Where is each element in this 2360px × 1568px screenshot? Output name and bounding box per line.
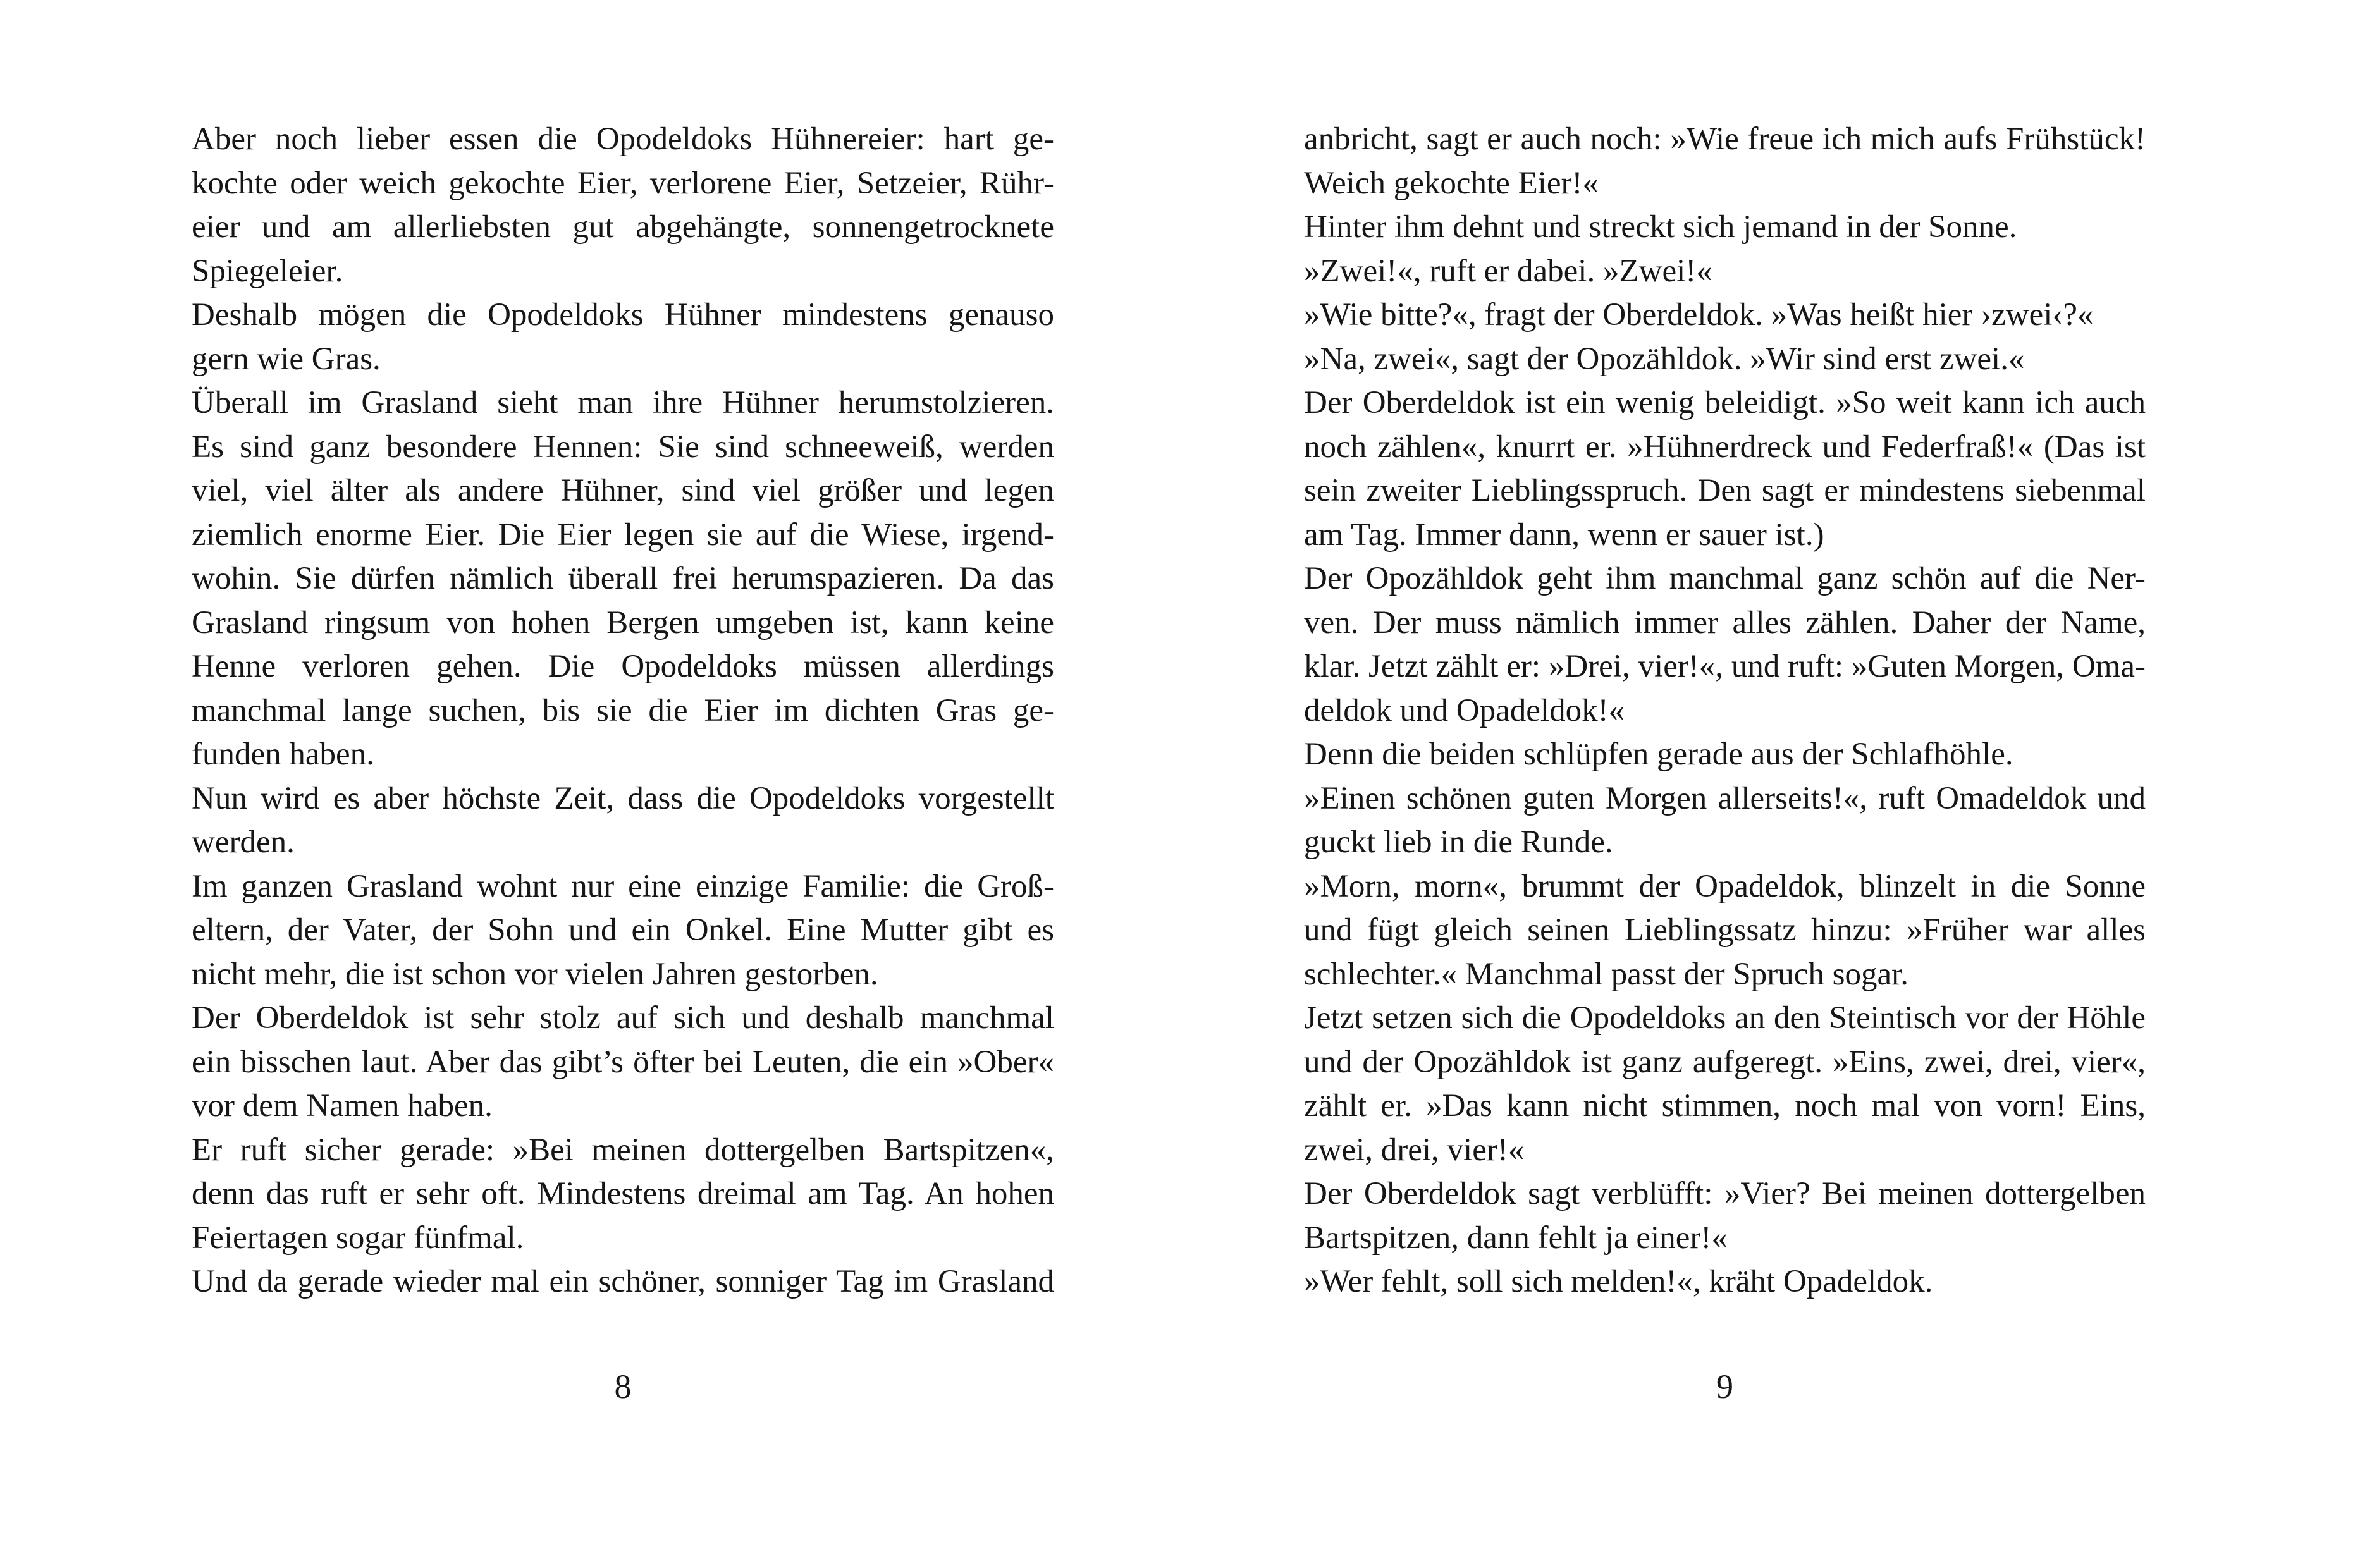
text-line: Feiertagen sogar fünfmal. xyxy=(192,1220,524,1256)
right-page-text-block xyxy=(1304,118,2146,1304)
text-line: kochte oder weich gekochte Eier, verlorene Eier, Setzeier, Rühr- xyxy=(192,165,1054,201)
text-line: sein zweiter Lieblingsspruch. Den sagt er mindestens siebenmal xyxy=(1304,473,2146,508)
text-line: »Na, zwei«, sagt der Opozähldok. »Wir sind erst zwei.« xyxy=(1304,341,2025,377)
text-line: eier und am allerliebsten gut abgehängte, sonnengetrocknete xyxy=(192,209,1054,245)
text-line: Jetzt setzen sich die Opodeldoks an den Steintisch vor der Höhle xyxy=(1304,1000,2146,1036)
page-number-left: 8 xyxy=(614,1368,632,1406)
text-line: und der Opozähldok ist ganz aufgeregt. »Eins, zwei, drei, vier«, xyxy=(1304,1044,2146,1080)
text-line: Nun wird es aber höchste Zeit, dass die Opodeldoks vorgestellt xyxy=(192,780,1054,816)
text-line: wohin. Sie dürfen nämlich überall frei herumspazieren. Da das xyxy=(192,561,1054,596)
text-line: zwei, drei, vier!« xyxy=(1304,1132,1525,1168)
text-line: Er ruft sicher gerade: »Bei meinen dottergelben Bartspitzen«, xyxy=(192,1132,1054,1168)
text-line: werden. xyxy=(192,824,295,860)
text-line: ven. Der muss nämlich immer alles zählen. Daher der Name, xyxy=(1304,604,2146,640)
text-line: Bartspitzen, dann fehlt ja einer!« xyxy=(1304,1220,1728,1256)
text-line: und fügt gleich seinen Lieblingssatz hinzu: »Früher war alles xyxy=(1304,912,2146,948)
text-line: Denn die beiden schlüpfen gerade aus der Schlafhöhle. xyxy=(1304,737,2013,772)
text-line: Henne verloren gehen. Die Opodeldoks müssen allerdings xyxy=(192,649,1054,684)
text-line: Im ganzen Grasland wohnt nur eine einzige Familie: die Groß- xyxy=(192,868,1054,904)
text-line: Der Oberdeldok sagt verblüfft: »Vier? Bei meinen dottergelben xyxy=(1304,1176,2146,1211)
text-line: noch zählen«, knurrt er. »Hühnerdreck und Federfraß!« (Das ist xyxy=(1304,429,2146,465)
text-line: Deshalb mögen die Opodeldoks Hühner mindestens genauso xyxy=(192,297,1054,333)
text-line: ziemlich enorme Eier. Die Eier legen sie auf die Wiese, irgend- xyxy=(192,517,1054,553)
text-line: Der Oberdeldok ist ein wenig beleidigt. »So weit kann ich auch xyxy=(1304,385,2146,420)
text-line: gern wie Gras. xyxy=(192,341,381,377)
text-line: zählt er. »Das kann nicht stimmen, noch mal von vorn! Eins, xyxy=(1304,1088,2146,1124)
text-line: Es sind ganz besondere Hennen: Sie sind schneeweiß, werden xyxy=(192,429,1054,465)
text-line: nicht mehr, die ist schon vor vielen Jahren gestorben. xyxy=(192,956,878,992)
text-line: guckt lieb in die Runde. xyxy=(1304,824,1613,860)
text-line: am Tag. Immer dann, wenn er sauer ist.) xyxy=(1304,517,1824,553)
text-line: manchmal lange suchen, bis sie die Eier im dichten Gras ge- xyxy=(192,692,1054,728)
text-line: deldok und Opadeldok!« xyxy=(1304,692,1625,728)
text-line: Der Opozähldok geht ihm manchmal ganz schön auf die Ner- xyxy=(1304,561,2146,596)
text-line: Hinter ihm dehnt und streckt sich jemand in der Sonne. xyxy=(1304,209,2017,245)
text-line: »Zwei!«, ruft er dabei. »Zwei!« xyxy=(1304,253,1712,289)
text-line: denn das ruft er sehr oft. Mindestens dreimal am Tag. An hohen xyxy=(192,1176,1054,1211)
text-line: schlechter.« Manchmal passt der Spruch sogar. xyxy=(1304,956,1909,992)
text-line: viel, viel älter als andere Hühner, sind viel größer und legen xyxy=(192,473,1054,508)
text-line: Spiegeleier. xyxy=(192,253,343,289)
text-line: Grasland ringsum von hohen Bergen umgeben ist, kann keine xyxy=(192,604,1054,640)
text-line: ein bisschen laut. Aber das gibt’s öfter bei Leuten, die ein »Ober« xyxy=(192,1044,1054,1080)
text-line: vor dem Namen haben. xyxy=(192,1088,493,1124)
text-line: Weich gekochte Eier!« xyxy=(1304,165,1599,201)
text-line: »Einen schönen guten Morgen allerseits!«, ruft Omadeldok und xyxy=(1304,780,2146,816)
text-line: klar. Jetzt zählt er: »Drei, vier!«, und ruft: »Guten Morgen, Oma- xyxy=(1304,649,2146,684)
text-line: Und da gerade wieder mal ein schöner, sonniger Tag im Grasland xyxy=(192,1264,1054,1299)
text-line: »Wer fehlt, soll sich melden!«, kräht Opadeldok. xyxy=(1304,1264,1933,1299)
text-line: anbricht, sagt er auch noch: »Wie freue ich mich aufs Frühstück! xyxy=(1304,121,2146,157)
page-number-right: 9 xyxy=(1716,1368,1733,1406)
text-line: Der Oberdeldok ist sehr stolz auf sich und deshalb manchmal xyxy=(192,1000,1054,1036)
text-line: »Wie bitte?«, fragt der Oberdeldok. »Was heißt hier ›zwei‹?« xyxy=(1304,297,2094,333)
left-page-text-block xyxy=(192,118,1054,1304)
text-line: Aber noch lieber essen die Opodeldoks Hühnereier: hart ge- xyxy=(192,121,1054,157)
text-line: »Morn, morn«, brummt der Opadeldok, blinzelt in die Sonne xyxy=(1304,868,2146,904)
text-line: Überall im Grasland sieht man ihre Hühner herumstolzieren. xyxy=(192,385,1054,420)
text-line: eltern, der Vater, der Sohn und ein Onkel. Eine Mutter gibt es xyxy=(192,912,1054,948)
text-line: funden haben. xyxy=(192,737,374,772)
